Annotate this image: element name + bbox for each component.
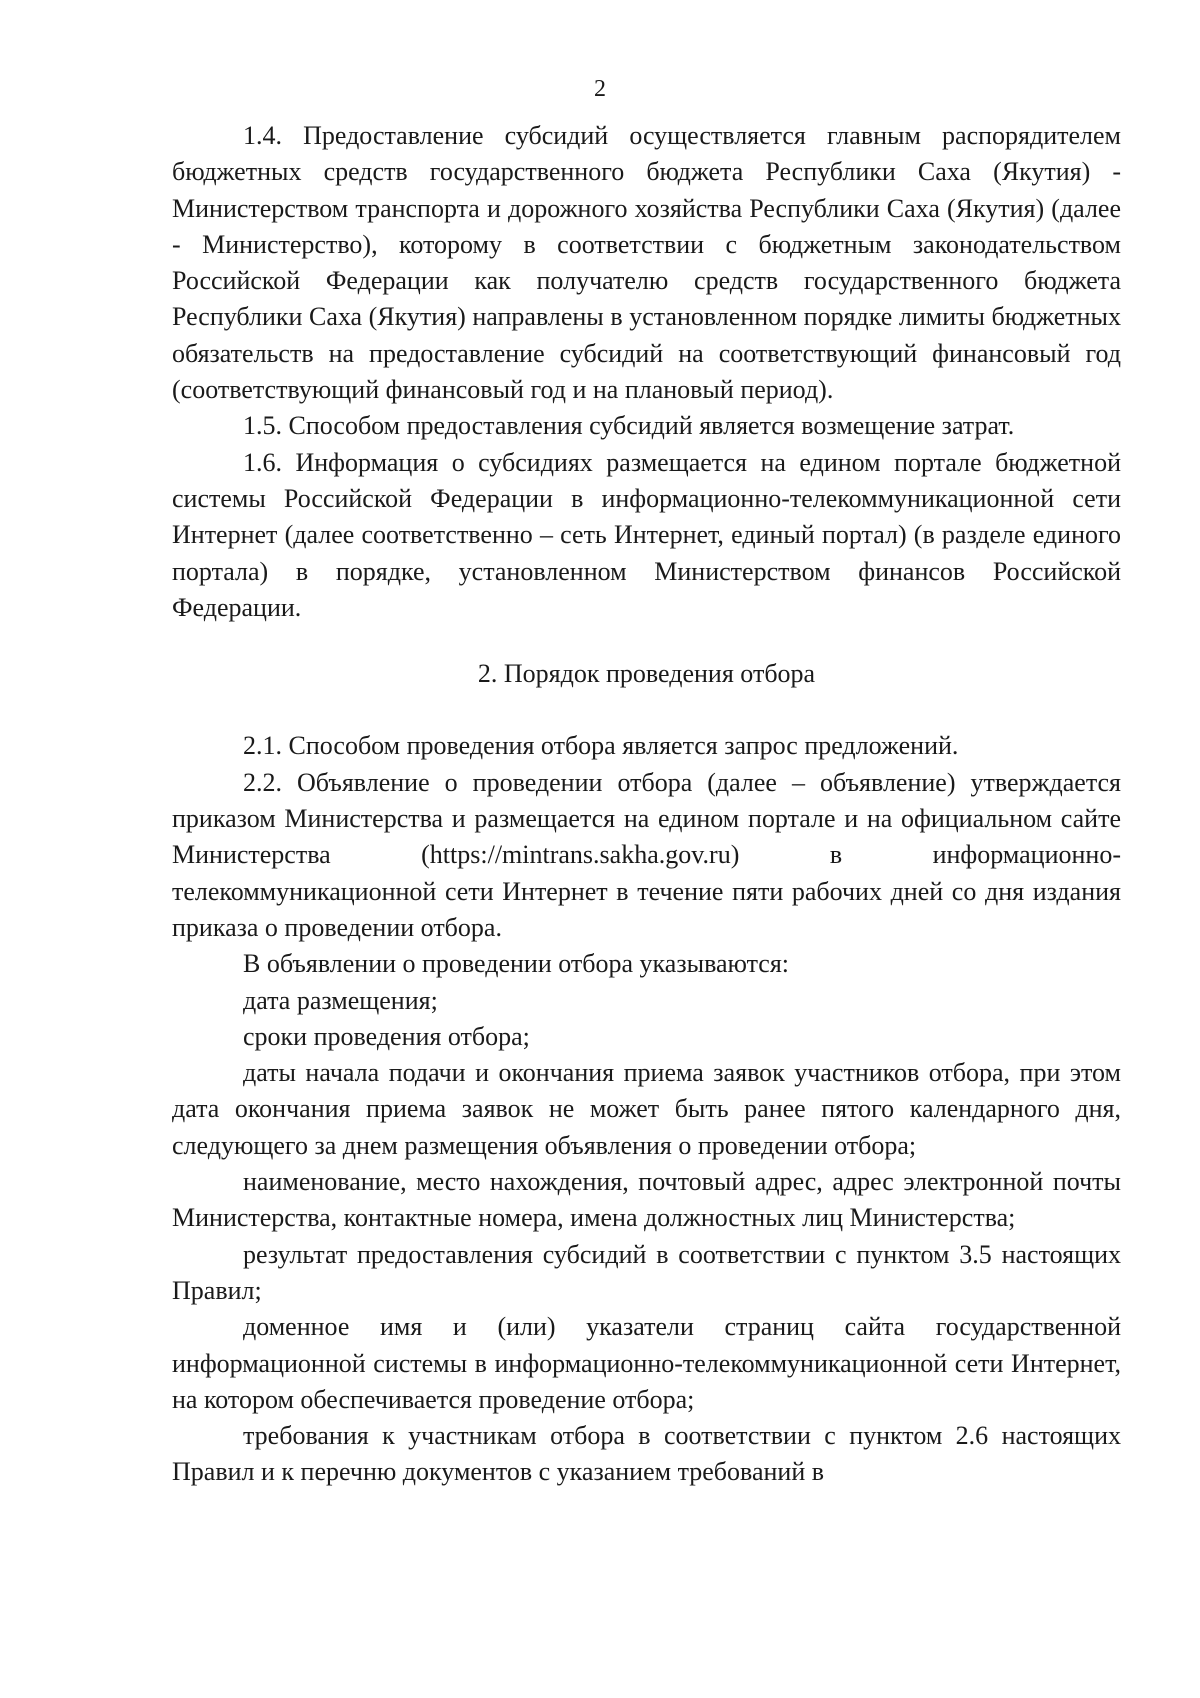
- list-item: наименование, место нахождения, почтовый адрес, адрес электронной почты Министерства, контактные номера, имена должностных лиц Министерства;: [172, 1167, 1121, 1233]
- paragraph-1-4: 1.4. Предоставление субсидий осуществляется главным распорядителем бюджетных средств государственного бюджета Республики Саха (Якутия) - Министерством транспорта и дорожного хозяйства Республики Саха (Якутия) (далее - Министерство), которому в соответствии с бюджетным законодательством Российской Федерации как получателю средств государственного бюджета Республики Саха (Якутия) направлены в установленном порядке лимиты бюджетных обязательств на предоставление субсидий на соответствующий финансовый год (соответствующий финансовый год и на плановый период).: [172, 121, 1121, 405]
- list-item: доменное имя и (или) указатели страниц сайта государственной информационной системы в информационно-телекоммуникационной сети Интернет, на котором обеспечивается проведение отбора;: [172, 1312, 1121, 1414]
- paragraph-2-2: 2.2. Объявление о проведении отбора (далее – объявление) утверждается приказом Министерства и размещается на едином портале и на официальном сайте Министерства (https://mintrans.sakha.gov.ru) в информационно-телекоммуникационной сети Интернет в течение пяти рабочих дней со дня издания приказа о проведении отбора.: [172, 767, 1121, 942]
- paragraph-1-5: 1.5. Способом предоставления субсидий является возмещение затрат.: [243, 411, 1015, 441]
- list-item: сроки проведения отбора;: [243, 1021, 530, 1051]
- announcement-intro: В объявлении о проведении отбора указываются:: [243, 949, 790, 979]
- page-number: 2: [594, 76, 606, 102]
- paragraph-1-6: 1.6. Информация о субсидиях размещается на едином портале бюджетной системы Российской Федерации в информационно-телекоммуникационной сети Интернет (далее соответственно – сеть Интернет, единый портал) (в разделе единого портала) в порядке, установленном Министерством финансов Российской Федерации.: [172, 447, 1121, 622]
- section-heading: 2. Порядок проведения отбора: [477, 659, 816, 689]
- list-item: дата размещения;: [243, 985, 438, 1015]
- paragraph-2-1: 2.1. Способом проведения отбора является запрос предложений.: [243, 731, 959, 761]
- list-item: даты начала подачи и окончания приема заявок участников отбора, при этом дата окончания приема заявок не может быть ранее пятого календарного дня, следующего за днем размещения объявления о проведении отбора;: [172, 1058, 1121, 1160]
- document-body: [172, 118, 1121, 1491]
- list-item: результат предоставления субсидий в соответствии с пунктом 3.5 настоящих Правил;: [172, 1239, 1121, 1305]
- list-item: требования к участникам отбора в соответствии с пунктом 2.6 настоящих Правил и к перечню документов с указанием требований в: [172, 1421, 1121, 1487]
